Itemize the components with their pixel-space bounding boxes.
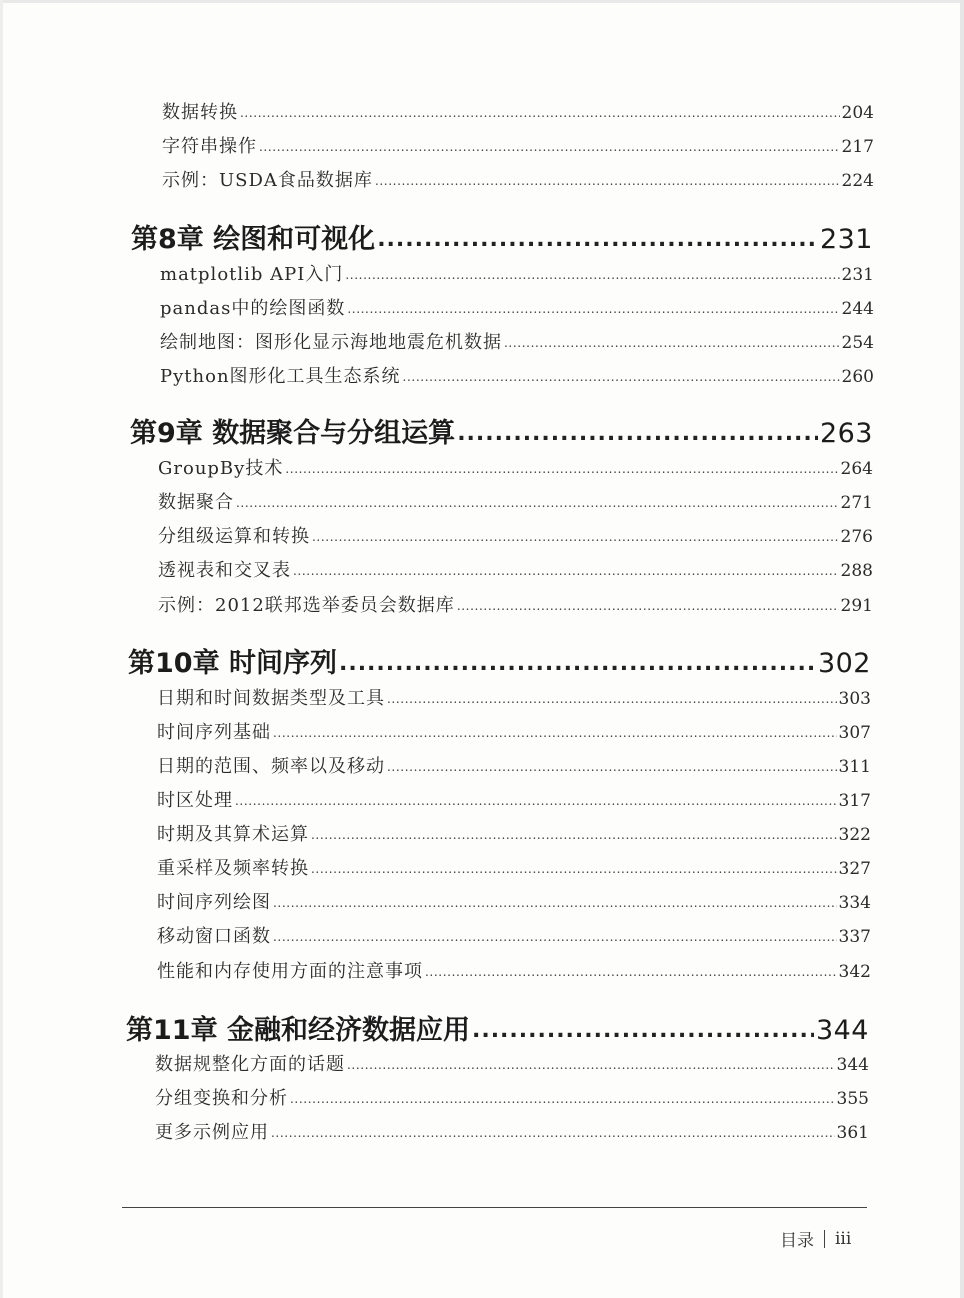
toc-entry-label: 分组变换和分析 bbox=[155, 1088, 288, 1109]
toc-entry bbox=[162, 132, 874, 158]
dot-leader bbox=[273, 726, 837, 740]
dot-leader bbox=[240, 106, 840, 120]
toc-entry-label: 日期的范围、频率以及移动 bbox=[157, 756, 385, 777]
page-footer bbox=[780, 1226, 851, 1251]
toc-entry bbox=[158, 556, 873, 582]
dot-leader bbox=[259, 140, 840, 154]
toc-entry-page: 334 bbox=[838, 893, 871, 913]
toc-entry-page: 361 bbox=[836, 1123, 869, 1143]
dot-leader bbox=[345, 268, 839, 282]
dot-leader bbox=[425, 965, 837, 979]
toc-entry-label: 移动窗口函数 bbox=[157, 926, 271, 947]
dot-leader bbox=[273, 896, 837, 910]
toc-entry bbox=[157, 786, 871, 812]
toc-entry-page: 260 bbox=[841, 367, 874, 387]
toc-entry-label: 示例：USDA食品数据库 bbox=[162, 170, 373, 191]
chapter-page: 344 bbox=[815, 1015, 869, 1046]
toc-entry-page: 311 bbox=[838, 757, 871, 777]
toc-entry-label: 数据规整化方面的话题 bbox=[155, 1054, 345, 1075]
dot-leader bbox=[375, 174, 840, 188]
chapter-heading bbox=[126, 1008, 869, 1047]
toc-entry-page: 204 bbox=[841, 103, 874, 123]
toc-entry-page: 224 bbox=[841, 171, 874, 191]
toc-entry bbox=[158, 591, 873, 617]
toc-entry bbox=[157, 957, 871, 983]
footer-section-label: 目录 bbox=[780, 1231, 814, 1251]
toc-entry-page: 322 bbox=[838, 825, 871, 845]
toc-entry bbox=[157, 922, 871, 948]
dot-leader bbox=[285, 462, 838, 476]
dot-leader bbox=[273, 930, 837, 944]
chapter-heading bbox=[130, 411, 873, 450]
toc-entry bbox=[157, 888, 871, 914]
toc-entry-page: 344 bbox=[836, 1055, 869, 1075]
toc-entry bbox=[155, 1118, 869, 1144]
chapter-page: 263 bbox=[819, 418, 873, 449]
toc-entry bbox=[158, 488, 873, 514]
toc-entry-label: matplotlib API入门 bbox=[160, 264, 344, 285]
toc-entry bbox=[157, 854, 871, 880]
dot-leader bbox=[377, 227, 818, 252]
toc-entry-label: 重采样及频率转换 bbox=[157, 858, 309, 879]
toc-entry-label: GroupBy技术 bbox=[158, 458, 284, 479]
toc-entry bbox=[157, 752, 871, 778]
toc-entry-page: 244 bbox=[841, 299, 874, 319]
chapter-title: 第9章 数据聚合与分组运算 bbox=[130, 418, 456, 449]
toc-entry-label: 分组级运算和转换 bbox=[158, 526, 310, 547]
dot-leader bbox=[312, 530, 839, 544]
toc-entry-page: 307 bbox=[838, 723, 871, 743]
dot-leader bbox=[311, 828, 837, 842]
toc-entry bbox=[157, 684, 871, 710]
toc-entry-label: 日期和时间数据类型及工具 bbox=[157, 688, 385, 709]
dot-leader bbox=[347, 1058, 835, 1072]
chapter-title: 第8章 绘图和可视化 bbox=[131, 224, 376, 255]
chapter-page: 231 bbox=[819, 224, 873, 255]
toc-entry-page: 303 bbox=[838, 689, 871, 709]
toc-entry-page: 271 bbox=[840, 493, 873, 513]
toc-entry-page: 217 bbox=[841, 137, 874, 157]
toc-entry-label: 绘制地图：图形化显示海地地震危机数据 bbox=[160, 332, 502, 353]
page-edge-top bbox=[0, 0, 964, 3]
toc-entry bbox=[160, 362, 874, 388]
dot-leader bbox=[504, 336, 840, 350]
toc-entry bbox=[155, 1050, 869, 1076]
toc-entry-page: 317 bbox=[838, 791, 871, 811]
toc-entry-label: 时间序列绘图 bbox=[157, 892, 271, 913]
dot-leader bbox=[290, 1092, 835, 1106]
toc-entry-page: 327 bbox=[838, 859, 871, 879]
chapter-page: 302 bbox=[817, 648, 871, 679]
toc-entry-label: pandas中的绘图函数 bbox=[160, 298, 346, 319]
toc-entry-label: 更多示例应用 bbox=[155, 1122, 269, 1143]
dot-leader bbox=[387, 692, 837, 706]
toc-entry bbox=[160, 294, 874, 320]
dot-leader bbox=[236, 496, 839, 510]
dot-leader bbox=[339, 651, 816, 676]
toc-entry-page: 355 bbox=[836, 1089, 869, 1109]
toc-entry-label: 透视表和交叉表 bbox=[158, 560, 291, 581]
toc-entry bbox=[160, 328, 874, 354]
toc-entry bbox=[158, 522, 873, 548]
dot-leader bbox=[271, 1126, 835, 1140]
toc-entry-label: 时间序列基础 bbox=[157, 722, 271, 743]
toc-entry bbox=[160, 260, 874, 286]
dot-leader bbox=[293, 564, 839, 578]
toc-entry-label: 数据转换 bbox=[162, 102, 238, 123]
dot-leader bbox=[403, 370, 840, 384]
chapter-title: 第11章 金融和经济数据应用 bbox=[126, 1015, 470, 1046]
page-edge-right bbox=[960, 0, 964, 1298]
toc-entry-page: 264 bbox=[840, 459, 873, 479]
toc-entry-page: 342 bbox=[838, 962, 871, 982]
toc-entry-page: 231 bbox=[841, 265, 874, 285]
toc-entry-label: 性能和内存使用方面的注意事项 bbox=[157, 961, 423, 982]
toc-entry-page: 254 bbox=[841, 333, 874, 353]
toc-entry-label: 字符串操作 bbox=[162, 136, 257, 157]
dot-leader bbox=[347, 302, 839, 316]
toc-entry-label: 时区处理 bbox=[157, 790, 233, 811]
toc-entry-page: 291 bbox=[840, 596, 873, 616]
dot-leader bbox=[387, 760, 837, 774]
footer-separator bbox=[824, 1230, 825, 1248]
page-edge-left bbox=[0, 0, 3, 1298]
chapter-heading bbox=[128, 641, 871, 680]
toc-entry bbox=[155, 1084, 869, 1110]
toc-entry-label: 数据聚合 bbox=[158, 492, 234, 513]
toc-entry-label: 时期及其算术运算 bbox=[157, 824, 309, 845]
dot-leader bbox=[472, 1018, 814, 1043]
toc-entry-page: 276 bbox=[840, 527, 873, 547]
toc-entry bbox=[157, 718, 871, 744]
footer-rule bbox=[122, 1207, 867, 1208]
dot-leader bbox=[311, 862, 837, 876]
toc-entry-label: Python图形化工具生态系统 bbox=[160, 366, 401, 387]
toc-entry bbox=[162, 98, 874, 124]
toc-entry-page: 337 bbox=[838, 927, 871, 947]
dot-leader bbox=[235, 794, 837, 808]
toc-entry-page: 288 bbox=[840, 561, 873, 581]
dot-leader bbox=[457, 599, 839, 613]
toc-entry bbox=[158, 454, 873, 480]
toc-entry-label: 示例：2012联邦选举委员会数据库 bbox=[158, 595, 455, 616]
chapter-title: 第10章 时间序列 bbox=[128, 648, 337, 679]
toc-entry bbox=[157, 820, 871, 846]
toc-entry bbox=[162, 166, 874, 192]
chapter-heading bbox=[131, 217, 873, 256]
dot-leader bbox=[457, 421, 818, 446]
footer-page-number: iii bbox=[835, 1228, 852, 1249]
